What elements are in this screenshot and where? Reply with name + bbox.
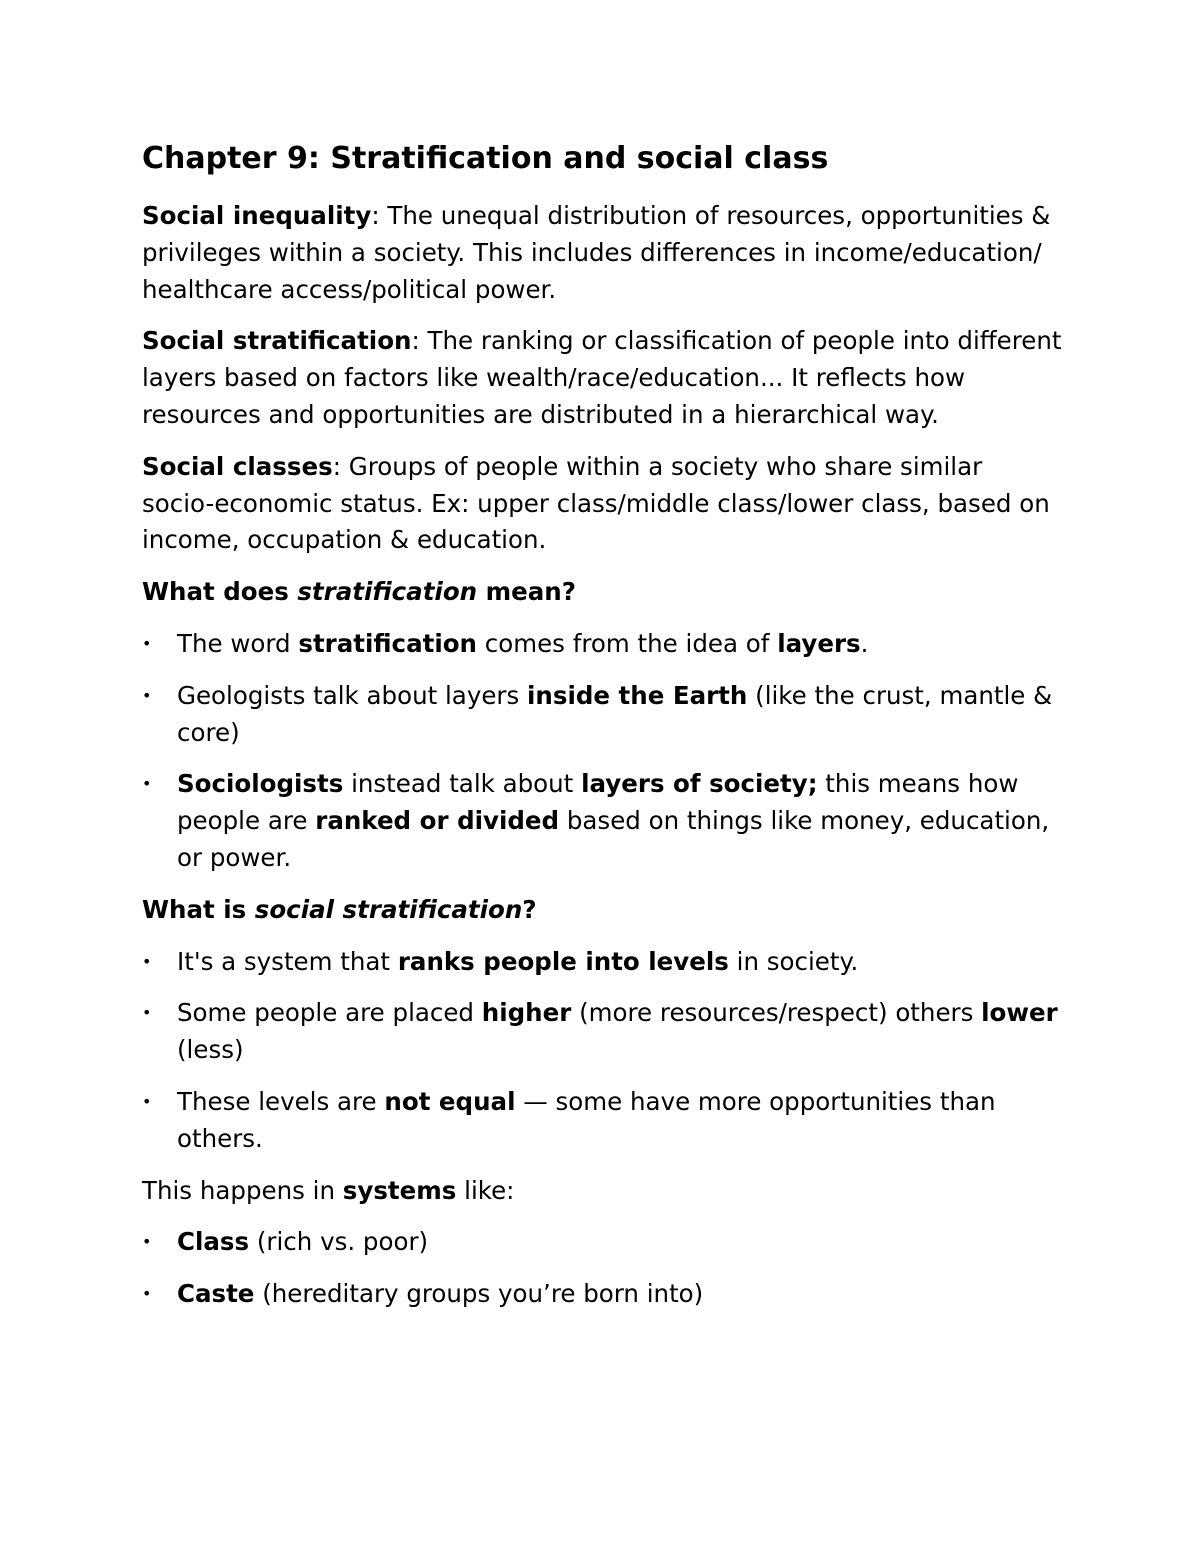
list-item <box>142 1276 1062 1313</box>
item-text: (rich vs. poor) <box>249 1227 429 1257</box>
emphasis-text: Caste <box>177 1279 255 1309</box>
item-text: The word <box>177 628 299 658</box>
item-text: — some have more opportunities than others. <box>177 1086 996 1153</box>
bullet-list-stratification-meaning <box>142 626 1062 877</box>
heading-emphasis: stratification <box>297 577 478 607</box>
item-text: It's a system that <box>177 946 398 976</box>
emphasis-text: ranked or divided <box>315 806 560 836</box>
page-title: Chapter 9: Stratification and social class <box>142 141 829 176</box>
definition-text: : The ranking or classification of people into different layers based on factors like wealth/race/education... It reflects how resources and opportunities are distributed in a hierarchical way. <box>142 326 1062 429</box>
item-text: Geologists talk about layers <box>177 680 528 710</box>
item-text: in society. <box>728 946 859 976</box>
systems-intro <box>142 1173 1062 1210</box>
intro-text: like: <box>456 1175 515 1205</box>
item-text: (like the crust, mantle & core) <box>177 680 1053 747</box>
intro-text: This happens in <box>142 1175 343 1205</box>
emphasis-text: higher <box>481 998 572 1028</box>
term-label: Social stratification <box>142 326 412 356</box>
term-label: Social classes <box>142 451 333 481</box>
list-item <box>142 944 1062 981</box>
item-text: (more resources/respect) others <box>571 998 982 1028</box>
list-item <box>142 1084 1062 1158</box>
definition-social-stratification <box>142 323 1062 433</box>
intro-emphasis: systems <box>342 1175 457 1205</box>
section-heading-social-stratification <box>142 892 1062 929</box>
list-item <box>142 1224 1062 1261</box>
bullet-icon: • <box>142 951 152 971</box>
bullet-icon: • <box>142 1232 152 1252</box>
emphasis-text: layers <box>777 628 861 658</box>
emphasis-text: inside the Earth <box>527 680 748 710</box>
item-text: . <box>860 628 869 658</box>
emphasis-text: ranks people into levels <box>397 946 729 976</box>
term-label: Social inequality <box>142 201 372 230</box>
item-text: These levels are <box>177 1086 385 1116</box>
emphasis-text: stratification <box>298 628 477 658</box>
heading-text: What is <box>142 894 255 924</box>
bullet-icon: • <box>142 1003 152 1023</box>
bullet-icon: • <box>142 774 152 794</box>
emphasis-text: Class <box>177 1227 250 1257</box>
emphasis-text: lower <box>981 998 1058 1028</box>
list-item <box>142 995 1062 1069</box>
bullet-icon: • <box>142 685 152 705</box>
emphasis-text: Sociologists <box>177 769 344 799</box>
heading-emphasis: social stratification <box>254 894 523 924</box>
definition-text: : The unequal distribution of resources, opportunities & privileges within a society. This includes differences in income/education/ healthcare access/political power. <box>142 201 1051 304</box>
bullet-list-systems <box>142 1224 1062 1313</box>
bullet-icon: • <box>142 633 152 653</box>
document-page <box>142 138 1062 1328</box>
definition-social-inequality <box>142 198 1062 308</box>
list-item <box>142 626 1062 663</box>
bullet-list-social-stratification <box>142 944 1062 1158</box>
definition-text: : Groups of people within a society who share similar socio-economic status. Ex: upper class/middle class/lower class, based on income, occupation & education. <box>142 451 1050 555</box>
bullet-icon: • <box>142 1091 152 1111</box>
item-text: (hereditary groups you’re born into) <box>254 1279 704 1309</box>
item-text: this means how people are <box>177 769 1019 836</box>
item-text: comes from the idea of <box>477 628 778 658</box>
heading-text: mean? <box>477 577 576 607</box>
section-heading-stratification-meaning <box>142 574 1062 611</box>
heading-text: ? <box>522 894 537 924</box>
heading-text: What does <box>142 577 298 607</box>
list-item <box>142 766 1062 876</box>
bullet-icon: • <box>142 1284 152 1304</box>
item-text: (less) <box>177 1035 244 1065</box>
definition-social-classes <box>142 449 1062 559</box>
emphasis-text: layers of society; <box>581 769 818 799</box>
list-item <box>142 678 1062 752</box>
item-text: based on things like money, education, or power. <box>177 806 1050 872</box>
emphasis-text: not equal <box>384 1086 516 1116</box>
item-text: instead talk about <box>343 769 582 799</box>
item-text: Some people are placed <box>177 998 482 1028</box>
